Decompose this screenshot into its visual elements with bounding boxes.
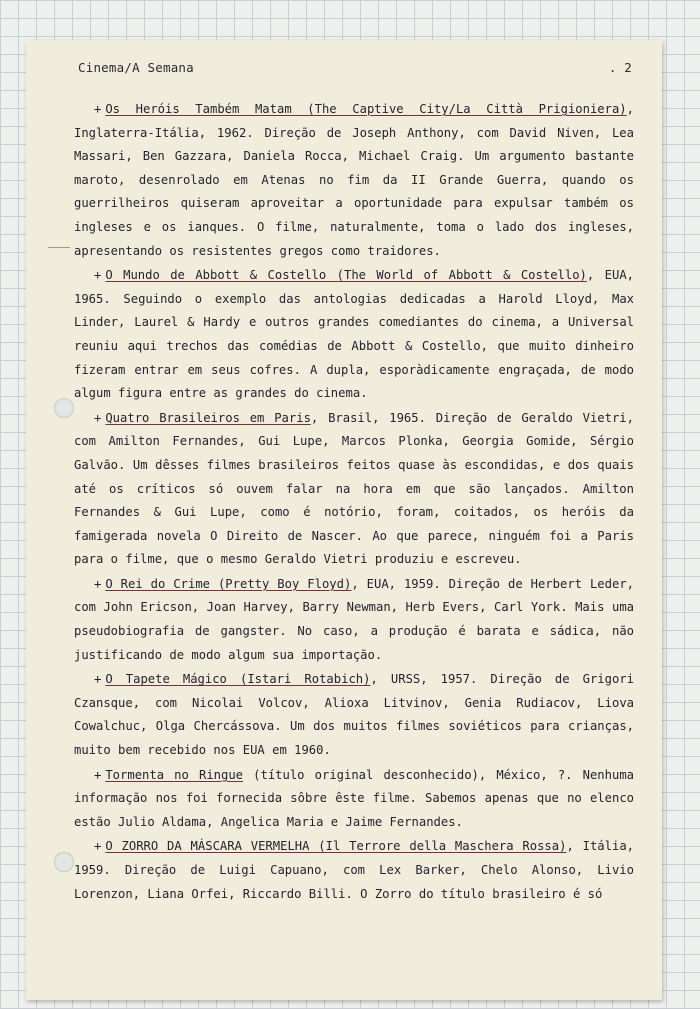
film-entry xyxy=(74,764,634,835)
film-title: Os Heróis Também Matam (The Captive City/La Città Prigioniera) xyxy=(105,102,627,116)
film-description: , Brasil, 1965. Direção de Geraldo Vietri, com Amilton Fernandes, Gui Lupe, Marcos Plonka, Georgia Gomide, Sérgio Galvão. Um dêsses filmes brasileiros feitos quase às escondidas, e dos quais até os críticos só ouvem falar na hora em que são lançados. Amilton Fernandes & Gui Lupe, como é notório, foram, coitados, os heróis da famigerada novela O Direito de Nascer. Ao que parece, ninguém foi a Paris para o filme, que o mesmo Geraldo Vietri produziu e escreveu. xyxy=(74,410,634,567)
punch-hole xyxy=(54,852,74,872)
entry-marker: + xyxy=(94,839,102,854)
film-title: O Tapete Mágico (Istari Rotabich) xyxy=(105,672,371,687)
film-title: O Mundo de Abbott & Costello (The World of Abbott & Costello) xyxy=(105,268,587,283)
film-entry xyxy=(74,835,634,906)
page-header xyxy=(78,60,632,75)
entry-marker: + xyxy=(94,102,102,116)
entry-marker: + xyxy=(94,268,102,283)
film-description: , Inglaterra-Itália, 1962. Direção de Joseph Anthony, com David Niven, Lea Massari, Ben Gazzara, Daniela Rocca, Michael Craig. Um argumento bastante maroto, desenrolado em Atenas no fim da II Grande Guerra, quando os guerrilheiros quiseram aproveitar a oportunidade para expulsar também os ingleses e os ianques. O filme, naturalmente, toma o lado dos ingleses, apresentando os resistentes gregos como traidores. xyxy=(74,102,634,258)
margin-mark xyxy=(48,247,70,248)
entry-marker: + xyxy=(94,767,102,782)
film-title: O ZORRO DA MÁSCARA VERMELHA (Il Terrore della Maschera Rossa) xyxy=(105,839,567,854)
film-title: Quatro Brasileiros em Paris xyxy=(105,410,311,425)
film-description: , URSS, 1957. Direção de Grigori Czansque, com Nicolai Volcov, Alioxa Litvinov, Genia Rudiacov, Liova Cowalchuc, Olga Chercássova. Um dos muitos filmes soviéticos para crianças, muito bem recebido nos EUA em 1960. xyxy=(74,672,634,758)
film-entry xyxy=(74,668,634,762)
typewritten-page xyxy=(26,40,662,1000)
film-entry xyxy=(74,573,634,667)
section-title: Cinema/A Semana xyxy=(78,60,194,75)
film-description: , EUA, 1965. Seguindo o exemplo das antologias dedicadas a Harold Lloyd, Max Linder, Laurel & Hardy e outros grandes comediantes do cinema, a Universal reuniu aqui trechos das comédias de Abbott & Costello, que muito dinheiro fizeram entrar em seus cofres. A dupla, esporàdicamente engraçada, de modo algum figura entre as grandes do cinema. xyxy=(74,268,635,401)
entry-marker: + xyxy=(94,410,102,425)
film-entry xyxy=(74,98,634,263)
punch-hole xyxy=(54,398,74,418)
film-description: (título original desconhecido), México, ?. Nenhuma informação nos foi fornecida sôbre êste filme. Sabemos apenas que no elenco estão Julio Aldama, Angelica Maria e Jaime Fernandes. xyxy=(74,767,634,829)
page-number: . 2 xyxy=(608,60,632,75)
film-title: O Rei do Crime (Pretty Boy Floyd) xyxy=(105,576,352,591)
film-description: , EUA, 1959. Direção de Herbert Leder, com John Ericson, Joan Harvey, Barry Newman, Herb Evers, Carl York. Mais uma pseudobiografia de gangster. No caso, a produção é barata e sádica, não justificando de modo algum sua importação. xyxy=(74,576,634,662)
film-title: Tormenta no Ringue xyxy=(105,767,244,782)
film-entry xyxy=(74,264,634,406)
entry-marker: + xyxy=(94,672,102,687)
film-description: , Itália, 1959. Direção de Luigi Capuano, com Lex Barker, Chelo Alonso, Livio Lorenzon, Liana Orfei, Riccardo Billi. O Zorro do título brasileiro é só xyxy=(74,839,634,901)
entry-marker: + xyxy=(94,576,102,591)
film-list xyxy=(74,98,634,907)
film-entry xyxy=(74,407,634,572)
